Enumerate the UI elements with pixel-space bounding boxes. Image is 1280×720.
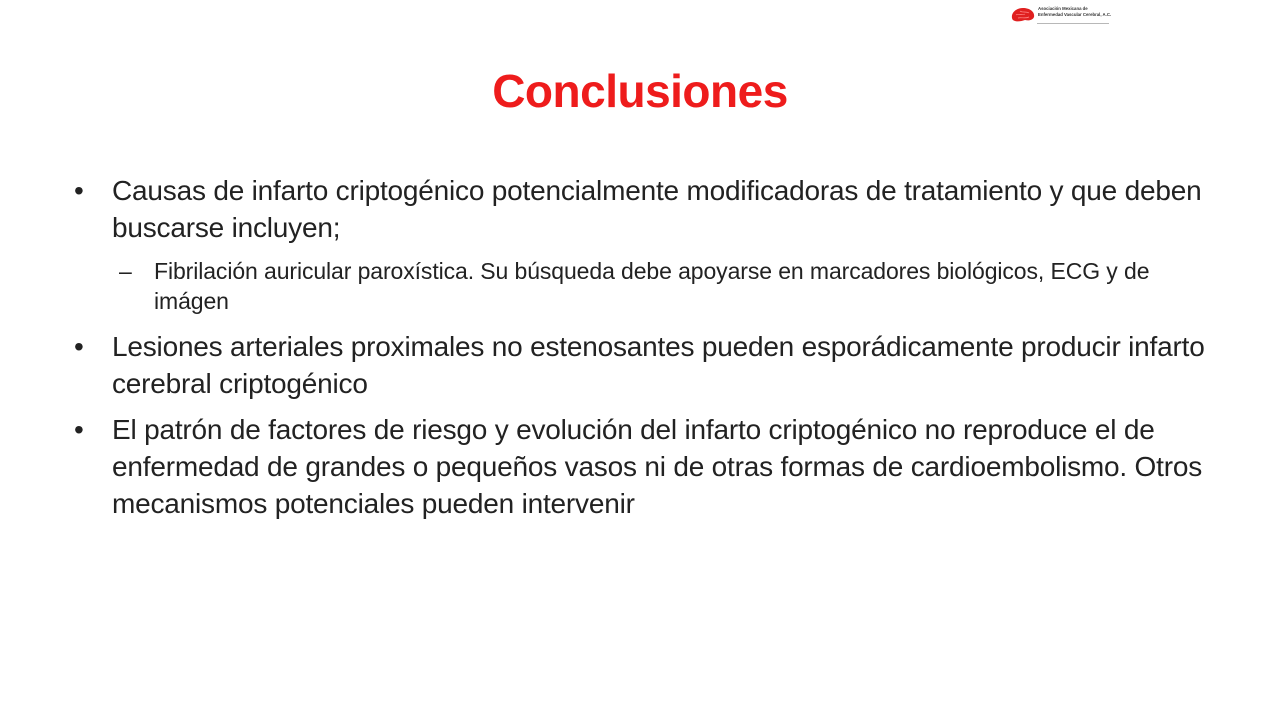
logo-name-line1: Asociación Mexicana de	[1038, 6, 1088, 11]
bullet-item	[74, 411, 1224, 522]
sub-bullet-item	[112, 256, 1224, 316]
brain-logo-icon	[1010, 7, 1036, 23]
bullet-list	[74, 172, 1224, 531]
association-logo	[1010, 4, 1110, 26]
bullet-dot: •	[74, 331, 84, 362]
bullet-text: El patrón de factores de riesgo y evolución del infarto criptogénico no reproduce el de enfermedad de grandes o pequeños vasos ni de otras formas de cardioembolismo. Otros mecanismos potenciales pueden intervenir	[112, 414, 1203, 519]
logo-name-line2: Enfermedad Vascular Cerebral, A.C.	[1038, 12, 1112, 17]
bullet-dot: •	[74, 414, 84, 445]
bullet-text: Causas de infarto criptogénico potencialmente modificadoras de tratamiento y que deben buscarse incluyen;	[112, 175, 1202, 243]
sub-bullet-text: Fibrilación auricular paroxística. Su búsqueda debe apoyarse en marcadores biológicos, ECG y de imágen	[154, 258, 1150, 314]
bullet-item	[74, 328, 1224, 402]
slide-title: Conclusiones	[492, 65, 788, 117]
sub-bullet-list	[112, 256, 1224, 316]
logo-underline	[1037, 23, 1109, 24]
bullet-item	[74, 172, 1224, 316]
bullet-text: Lesiones arteriales proximales no estenosantes pueden esporádicamente producir infarto cerebral criptogénico	[112, 331, 1205, 399]
sub-bullet-dash: –	[119, 258, 132, 284]
logo-text	[1038, 6, 1111, 18]
bullet-dot: •	[74, 175, 84, 206]
